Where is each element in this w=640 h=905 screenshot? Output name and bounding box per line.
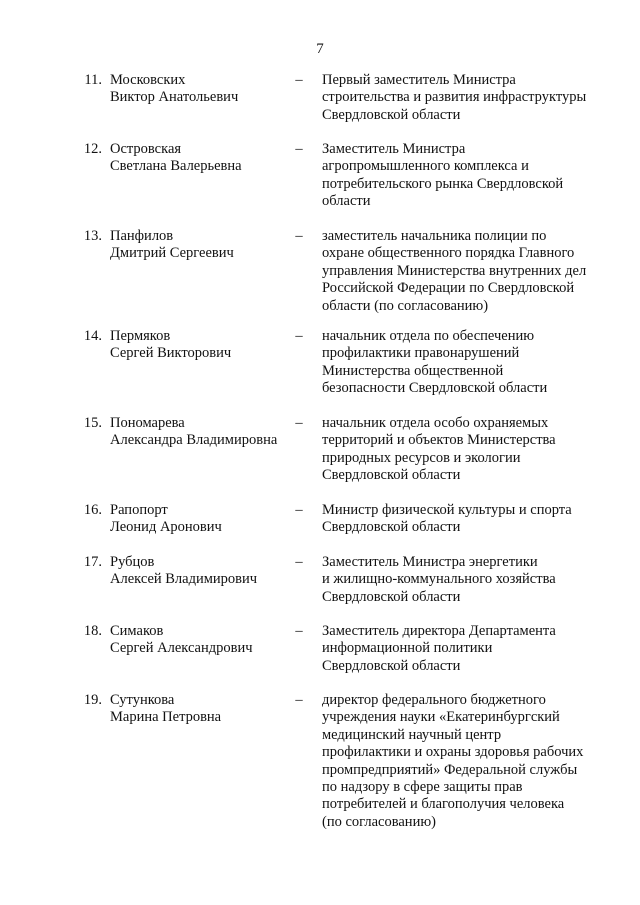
person-name [110, 72, 290, 107]
position-line: Заместитель директора Департамента [322, 623, 556, 639]
dash: – [295, 554, 303, 570]
position-line: начальник отдела особо охраняемых [322, 415, 549, 431]
item-number: 19. [83, 692, 102, 708]
item-number: 11. [84, 72, 102, 88]
position-line: области (по согласованию) [322, 297, 489, 314]
surname: Московских [110, 72, 186, 88]
position-line: Свердловской области [322, 657, 461, 674]
given-names: Сергей Александрович [110, 640, 253, 657]
dash: – [295, 141, 303, 157]
position-line: безопасности Свердловской области [322, 380, 548, 397]
item-number: 18. [83, 623, 102, 639]
position-line: Заместитель Министра [322, 141, 466, 157]
position-line: директор федерального бюджетного [322, 692, 546, 708]
position-line: Свердловской области [322, 519, 461, 536]
position [322, 72, 622, 124]
dash: – [295, 415, 303, 431]
person-name [110, 623, 290, 658]
dash: – [295, 692, 303, 708]
item-number: 17. [83, 554, 102, 570]
position-line: заместитель начальника полиции по [322, 228, 547, 244]
position [322, 228, 622, 315]
page-number: 7 [316, 41, 324, 57]
position-line: начальник отдела по обеспечению [322, 328, 535, 344]
position-line: территорий и объектов Министерства [322, 432, 556, 449]
position-line: охране общественного порядка Главного [322, 245, 575, 262]
position-line: Министр физической культуры и спорта [322, 502, 572, 518]
position-line: Министерства общественной [322, 362, 504, 379]
position-line: профилактики правонарушений [322, 345, 520, 362]
position-line: Российской Федерации по Свердловской [322, 280, 575, 297]
person-name [110, 692, 290, 727]
position [322, 141, 622, 211]
position-line: Первый заместитель Министра [322, 72, 516, 88]
person-name [110, 328, 290, 363]
position-line: природных ресурсов и экологии [322, 449, 521, 466]
surname: Панфилов [110, 228, 174, 244]
position [322, 623, 622, 675]
given-names: Сергей Викторович [110, 345, 232, 362]
person-name [110, 141, 290, 176]
surname: Пономарева [110, 415, 185, 431]
position-line: медицинский научный центр [322, 726, 502, 743]
dash: – [295, 623, 303, 639]
person-name [110, 415, 290, 450]
item-number: 13. [83, 228, 102, 244]
dash: – [295, 328, 303, 344]
position-line: профилактики и охраны здоровья рабочих [322, 744, 584, 761]
surname: Симаков [110, 623, 164, 639]
position-line: потребительского рынка Свердловской [322, 175, 564, 192]
position-line: области [322, 193, 371, 210]
position-line: и жилищно-коммунального хозяйства [322, 571, 556, 588]
position-line: Свердловской области [322, 467, 461, 484]
dash: – [295, 502, 303, 518]
position-line: Свердловской области [322, 106, 461, 123]
position [322, 415, 622, 485]
position-line: по надзору в сфере защиты прав [322, 779, 523, 796]
given-names: Леонид Аронович [110, 519, 222, 536]
position-line: информационной политики [322, 640, 493, 657]
position [322, 554, 622, 606]
dash: – [295, 228, 303, 244]
given-names: Дмитрий Сергеевич [110, 245, 234, 262]
item-number: 15. [83, 415, 102, 431]
surname: Островская [110, 141, 182, 157]
position-line: (по согласованию) [322, 813, 436, 830]
position-line: управления Министерства внутренних дел [322, 262, 587, 279]
position [322, 502, 622, 537]
item-number: 12. [83, 141, 102, 157]
person-name [110, 228, 290, 263]
item-number: 14. [83, 328, 102, 344]
surname: Рубцов [110, 554, 155, 570]
position-line: Свердловской области [322, 588, 461, 605]
position-line: промпредприятий» Федеральной службы [322, 761, 578, 778]
person-name [110, 554, 290, 589]
given-names: Светлана Валерьевна [110, 158, 242, 175]
position [322, 692, 622, 831]
position-line: агропромышленного комплекса и [322, 158, 529, 175]
item-number: 16. [83, 502, 102, 518]
surname: Сутункова [110, 692, 175, 708]
person-name [110, 502, 290, 537]
given-names: Алексей Владимирович [110, 571, 258, 588]
position-line: потребителей и благополучия человека [322, 796, 565, 813]
position-line: строительства и развития инфраструктуры [322, 89, 587, 106]
dash: – [295, 72, 303, 88]
surname: Пермяков [110, 328, 171, 344]
given-names: Виктор Анатольевич [110, 89, 239, 106]
given-names: Марина Петровна [110, 709, 222, 726]
position [322, 328, 622, 398]
surname: Рапопорт [110, 502, 168, 518]
position-line: Заместитель Министра энергетики [322, 554, 538, 570]
position-line: учреждения науки «Екатеринбургский [322, 709, 560, 726]
given-names: Александра Владимировна [110, 432, 278, 449]
